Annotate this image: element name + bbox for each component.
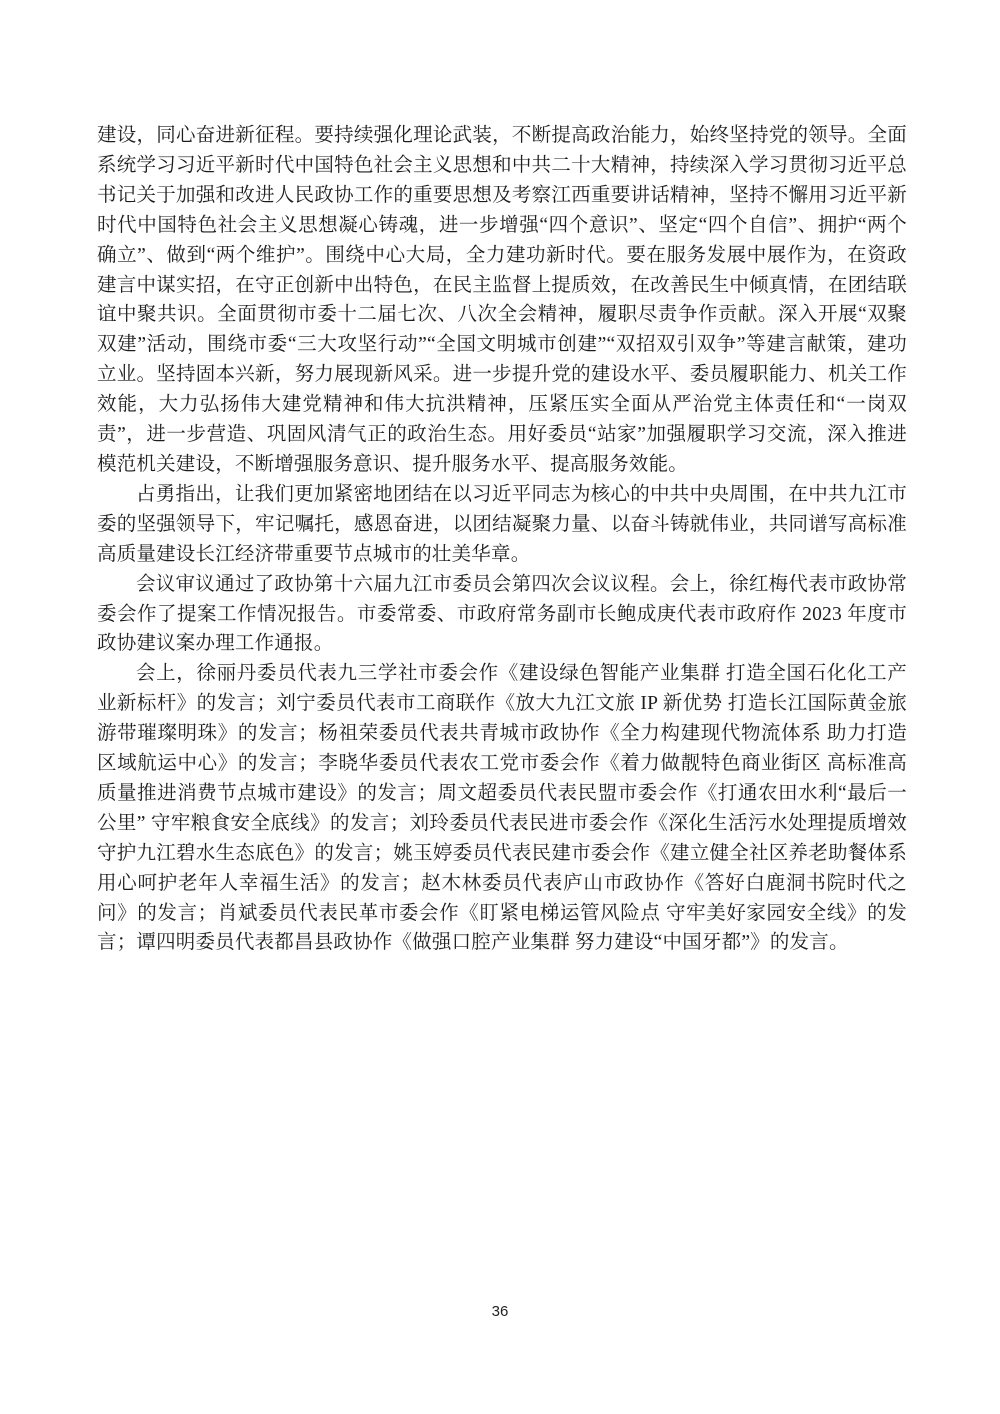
paragraph-zhanyong-remarks: 占勇指出，让我们更加紧密地团结在以习近平同志为核心的中共中央周围，在中共九江市委的坚强领导下，牢记嘱托，感恩奋进，以团结凝聚力量、以奋斗铸就伟业，共同谱写高标准高质量建设长江经济带重要节点城市的壮美华章。 — [97, 483, 907, 565]
paragraph-committee-speeches: 会上，徐丽丹委员代表九三学社市委会作《建设绿色智能产业集群 打造全国石化化工产业新标杆》的发言；刘宁委员代表市工商联作《放大九江文旅 IP 新优势 打造长江国际黄金旅游带璀璨明珠》的发言；杨祖荣委员代表共青城市政协作《全力构建现代物流体系 助力打造区域航运中心》的发言；李晓华委员代表农工党市委会作《着力做靓特色商业街区 高标准高质量推进消费节点城市建设》的发言；周文超委员代表民盟市委会作《打通农田水利“最后一公里” 守牢粮食安全底线》的发言；刘玲委员代表民进市委会作《深化生活污水处理提质增效 守护九江碧水生态底色》的发言；姚玉婷委员代表民建市委会作《建立健全社区养老助餐体系 用心呵护老年人幸福生活》的发言；赵木林委员代表庐山市政协作《答好白鹿洞书院时代之问》的发言；肖斌委员代表民革市委会作《盯紧电梯运管风险点 守牢美好家园安全线》的发言；谭四明委员代表都昌县政协作《做强口腔产业集群 努力建设“中国牙都”》的发言。 — [97, 663, 907, 954]
paragraph-work-deployment: 建设，同心奋进新征程。要持续强化理论武装，不断提高政治能力，始终坚持党的领导。全面系统学习习近平新时代中国特色社会主义思想和中共二十大精神，持续深入学习贯彻习近平总书记关于加强和改进人民政协工作的重要思想及考察江西重要讲话精神，坚持不懈用习近平新时代中国特色社会主义思想凝心铸魂，进一步增强“四个意识”、坚定“四个自信”、拥护“两个确立”、做到“两个维护”。围绕中心大局，全力建功新时代。要在服务发展中展作为，在资政建言中谋实招，在守正创新中出特色，在民主监督上提质效，在改善民生中倾真情，在团结联谊中聚共识。全面贯彻市委十二届七次、八次全会精神，履职尽责争作贡献。深入开展“双聚双建”活动，围绕市委“三大攻坚行动”“全国文明城市创建”“双招双引双争”等建言献策，建功立业。坚持固本兴新，努力展现新风采。进一步提升党的建设水平、委员履职能力、机关工作效能，大力弘扬伟大建党精神和伟大抗洪精神，压紧压实全面从严治党主体责任和“一岗双责”，进一步营造、巩固风清气正的政治生态。用好委员“站家”加强履职学习交流，深入推进模范机关建设，不断增强服务意识、提升服务水平、提高服务效能。 — [97, 125, 907, 475]
document-body — [97, 121, 907, 958]
paragraph-meeting-agenda: 会议审议通过了政协第十六届九江市委员会第四次会议议程。会上，徐红梅代表市政协常委会作了提案工作情况报告。市委常委、市政府常务副市长鲍成庚代表市政府作 2023 年度市政协建议案办理工作通报。 — [97, 573, 907, 655]
page-number: 36 — [491, 1303, 509, 1320]
